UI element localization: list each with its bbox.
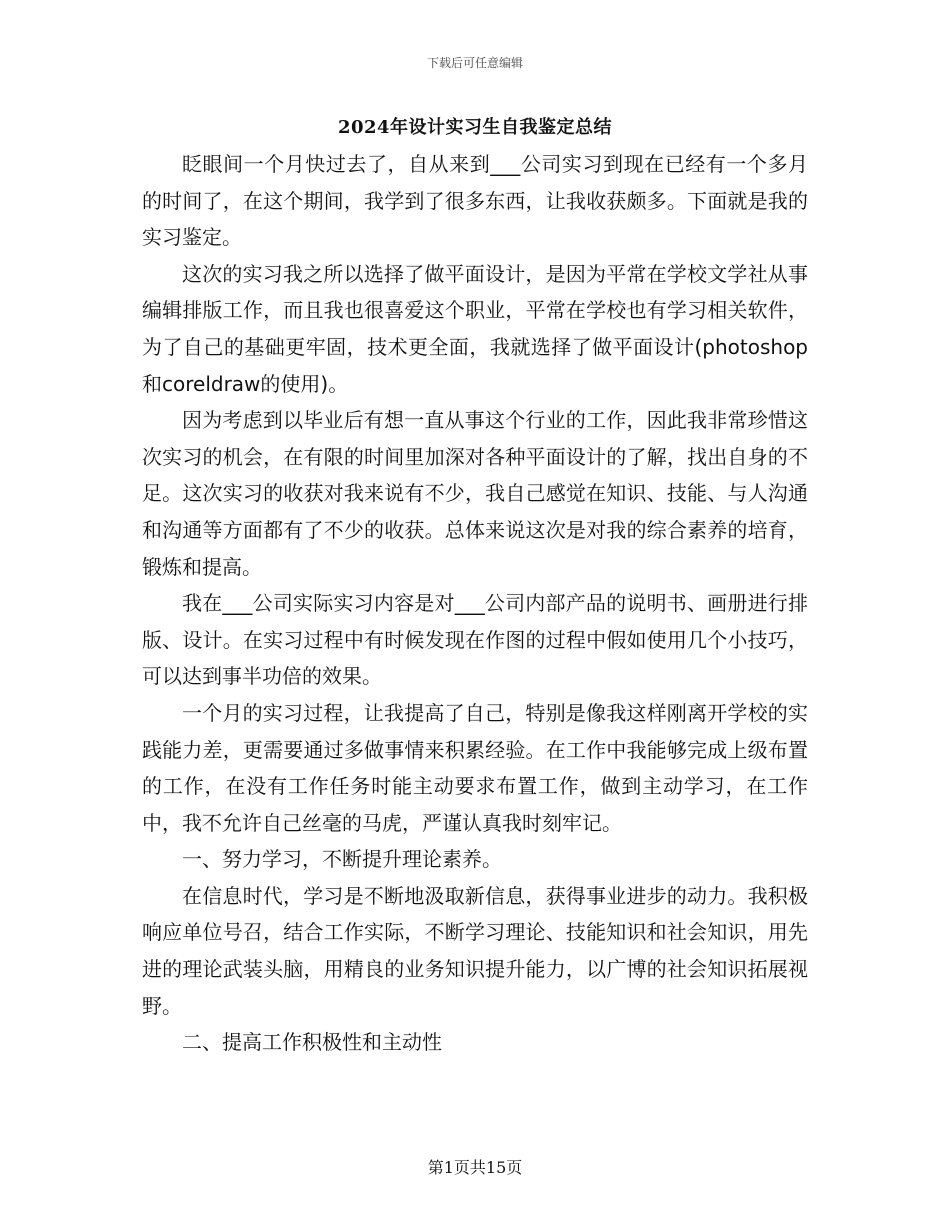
paragraph-4: 我在___公司实际实习内容是对___公司内部产品的说明书、画册进行排版、设计。在实习过程中有时候发现在作图的过程中假如使用几个小技巧，可以达到事半功倍的效果。 [142, 591, 808, 689]
header-note: 下载后可任意编辑 [426, 56, 523, 70]
paragraph-3: 因为考虑到以毕业后有想一直从事这个行业的工作，因此我非常珍惜这次实习的机会，在有限的时间里加深对各种平面设计的了解，找出自身的不足。这次实习的收获对我来说有不少，我自己感觉在知识、技能、与人沟通和沟通等方面都有了不少的收获。总体来说这次是对我的综合素养的培育，锻炼和提高。 [142, 408, 808, 579]
paragraph-6: 在信息时代，学习是不断地汲取新信息，获得事业进步的动力。我积极响应单位号召，结合工作实际，不断学习理论、技能知识和社会知识，用先进的理论武装头脑，用精良的业务知识提升能力，以广博的社会知识拓展视野。 [142, 883, 808, 1018]
section-heading-1: 一、努力学习，不断提升理论素养。 [182, 847, 502, 872]
page-footer: 第1页共15页 [427, 1158, 523, 1177]
section-heading-2: 二、提高工作积极性和主动性 [182, 1030, 442, 1055]
paragraph-1: 眨眼间一个月快过去了，自从来到___公司实习到现在已经有一个多月的时间了，在这个期间，我学到了很多东西，让我收获颇多。下面就是我的实习鉴定。 [142, 152, 808, 250]
paragraph-2: 这次的实习我之所以选择了做平面设计，是因为平常在学校文学社从事编辑排版工作，而且我也很喜爱这个职业，平常在学校也有学习相关软件，为了自己的基础更牢固，技术更全面，我就选择了做平面设计(photoshop和coreldraw的使用)。 [142, 261, 808, 396]
document-body [142, 146, 808, 1061]
paragraph-5: 一个月的实习过程，让我提高了自己，特别是像我这样刚离开学校的实践能力差，更需要通过多做事情来积累经验。在工作中我能够完成上级布置的工作，在没有工作任务时能主动要求布置工作，做到主动学习，在工作中，我不允许自己丝毫的马虎，严谨认真我时刻牢记。 [142, 700, 808, 835]
document-title: 2024年设计实习生自我鉴定总结 [337, 117, 613, 138]
